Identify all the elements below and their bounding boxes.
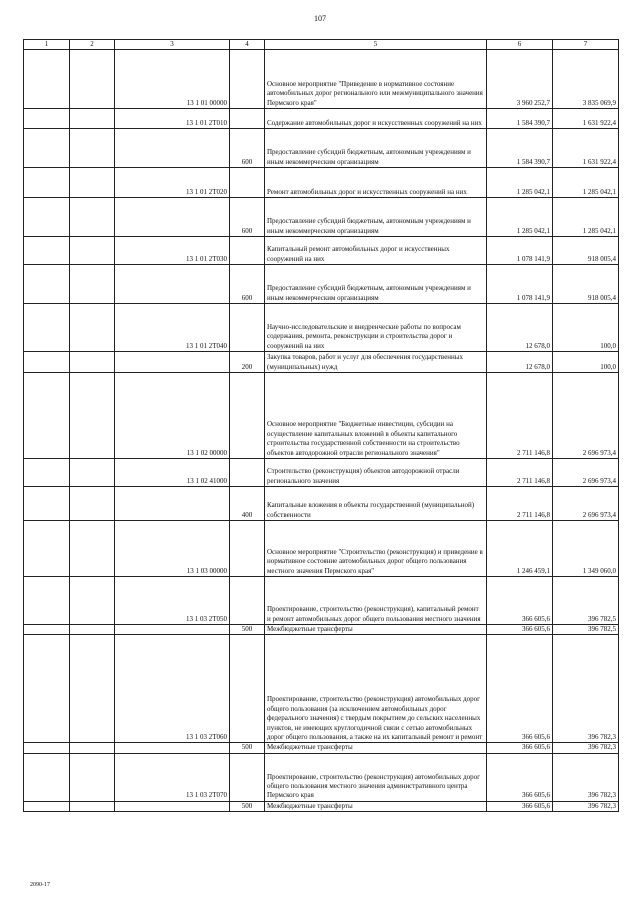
item-name-cell: Ремонт автомобильных дорог и искусственных сооружений на них: [265, 168, 487, 198]
amount-year1-cell: 2 711 146,8: [487, 459, 553, 487]
amount-year2-cell: 396 782,3: [553, 635, 619, 743]
page-number: 107: [314, 14, 326, 23]
table-row: [24, 265, 619, 304]
table-row: [24, 487, 619, 521]
amount-year1-cell: 3 960 252,7: [487, 50, 553, 109]
amount-year1-cell: 1 285 042,1: [487, 168, 553, 198]
item-name-cell: Основное мероприятие "Бюджетные инвестиции, субсидии на осуществление капитальных вложений в объекты капитального строительства государственной собственности на строительство объектов автодорожной отрасли регионального значения": [265, 373, 487, 459]
table-row: [24, 635, 619, 743]
column-2-cell: [70, 352, 115, 373]
amount-year2-cell: 396 782,5: [553, 625, 619, 635]
table-row: [24, 625, 619, 635]
expense-type-cell: 600: [230, 129, 265, 168]
table-row: [24, 373, 619, 459]
expense-type-cell: [230, 635, 265, 743]
item-name-cell: Предоставление субсидий бюджетным, автономным учреждениям и иным некоммерческим организациям: [265, 129, 487, 168]
expense-type-cell: [230, 237, 265, 265]
column-2-cell: [70, 168, 115, 198]
expense-type-cell: 200: [230, 352, 265, 373]
column-2-cell: [70, 743, 115, 753]
table-row: [24, 50, 619, 109]
column-1-cell: [24, 304, 70, 352]
item-name-cell: Капитальные вложения в объекты государственной (муниципальной) собственности: [265, 487, 487, 521]
item-name-cell: Проектирование, строительство (реконструкция) автомобильных дорог общего пользования местного значения административного центра Пермского края: [265, 753, 487, 801]
target-code-cell: [115, 801, 230, 811]
target-code-cell: 13 1 03 2Т060: [115, 635, 230, 743]
table-row: [24, 198, 619, 237]
item-name-cell: Межбюджетные трансферты: [265, 801, 487, 811]
item-name-cell: Содержание автомобильных дорог и искусственных сооружений на них: [265, 109, 487, 129]
column-1-cell: [24, 743, 70, 753]
column-2-cell: [70, 198, 115, 237]
target-code-cell: [115, 743, 230, 753]
table-body: [24, 40, 619, 812]
item-name-cell: Межбюджетные трансферты: [265, 743, 487, 753]
header-cell-7: 7: [553, 40, 619, 50]
amount-year2-cell: 100,0: [553, 352, 619, 373]
column-1-cell: [24, 459, 70, 487]
amount-year1-cell: 366 605,6: [487, 625, 553, 635]
item-name-cell: Основное мероприятие "Строительство (реконструкция) и приведение в нормативное состояние автомобильных дорог общего пользования местного значения Пермского края": [265, 521, 487, 577]
header-cell-1: 1: [24, 40, 70, 50]
table-row: [24, 743, 619, 753]
column-2-cell: [70, 129, 115, 168]
amount-year2-cell: 1 285 042,1: [553, 168, 619, 198]
item-name-cell: Проектирование, строительство (реконструкция) автомобильных дорог общего пользования (за исключением автомобильных дорог федерального значения) с твердым покрытием до сельских населенных пунктов, не имеющих круглогодичной связи с сетью автомобильных дорог общего пользования, а также на их капитальный ремонт и ремонт: [265, 635, 487, 743]
amount-year2-cell: 396 782,3: [553, 743, 619, 753]
item-name-cell: Строительство (реконструкция) объектов автодорожной отрасли регионального значения: [265, 459, 487, 487]
target-code-cell: [115, 265, 230, 304]
header-cell-3: 3: [115, 40, 230, 50]
amount-year1-cell: 1 246 459,1: [487, 521, 553, 577]
amount-year2-cell: 3 835 069,9: [553, 50, 619, 109]
expense-type-cell: 500: [230, 801, 265, 811]
amount-year1-cell: 366 605,6: [487, 801, 553, 811]
target-code-cell: [115, 625, 230, 635]
amount-year1-cell: 12 678,0: [487, 304, 553, 352]
item-name-cell: Закупка товаров, работ и услуг для обеспечения государственных (муниципальных) нужд: [265, 352, 487, 373]
item-name-cell: Проектирование, строительство (реконструкция), капитальный ремонт и ремонт автомобильных дорог общего пользования местного значения: [265, 577, 487, 625]
amount-year1-cell: 1 584 390,7: [487, 109, 553, 129]
target-code-cell: [115, 198, 230, 237]
column-2-cell: [70, 304, 115, 352]
column-2-cell: [70, 753, 115, 801]
target-code-cell: 13 1 01 00000: [115, 50, 230, 109]
column-1-cell: [24, 521, 70, 577]
amount-year2-cell: 918 005,4: [553, 237, 619, 265]
expense-type-cell: 600: [230, 198, 265, 237]
table-row: [24, 801, 619, 811]
table-row: [24, 129, 619, 168]
expense-type-cell: 400: [230, 487, 265, 521]
target-code-cell: [115, 129, 230, 168]
item-name-cell: Межбюджетные трансферты: [265, 625, 487, 635]
item-name-cell: Предоставление субсидий бюджетным, автономным учреждениям и иным некоммерческим организациям: [265, 198, 487, 237]
amount-year1-cell: 366 605,6: [487, 577, 553, 625]
target-code-cell: 13 1 03 2Т050: [115, 577, 230, 625]
expense-type-cell: [230, 459, 265, 487]
budget-table: [23, 39, 619, 812]
column-1-cell: [24, 198, 70, 237]
column-1-cell: [24, 373, 70, 459]
target-code-cell: 13 1 02 00000: [115, 373, 230, 459]
amount-year2-cell: 1 349 060,0: [553, 521, 619, 577]
amount-year2-cell: 2 696 973,4: [553, 373, 619, 459]
table-row: [24, 352, 619, 373]
target-code-cell: 13 1 02 41000: [115, 459, 230, 487]
amount-year1-cell: 366 605,6: [487, 753, 553, 801]
column-1-cell: [24, 577, 70, 625]
target-code-cell: 13 1 03 00000: [115, 521, 230, 577]
target-code-cell: [115, 352, 230, 373]
table-row: [24, 459, 619, 487]
table-row: [24, 753, 619, 801]
column-1-cell: [24, 50, 70, 109]
column-1-cell: [24, 265, 70, 304]
expense-type-cell: 500: [230, 743, 265, 753]
target-code-cell: 13 1 01 2Т010: [115, 109, 230, 129]
amount-year2-cell: 396 782,3: [553, 801, 619, 811]
column-2-cell: [70, 109, 115, 129]
expense-type-cell: [230, 109, 265, 129]
table-row: [24, 237, 619, 265]
target-code-cell: 13 1 01 2Т020: [115, 168, 230, 198]
amount-year2-cell: 918 005,4: [553, 265, 619, 304]
expense-type-cell: 600: [230, 265, 265, 304]
target-code-cell: 13 1 03 2Т070: [115, 753, 230, 801]
column-1-cell: [24, 168, 70, 198]
column-2-cell: [70, 625, 115, 635]
amount-year2-cell: 2 696 973,4: [553, 487, 619, 521]
table-row: [24, 109, 619, 129]
expense-type-cell: [230, 373, 265, 459]
header-cell-6: 6: [487, 40, 553, 50]
column-2-cell: [70, 487, 115, 521]
column-1-cell: [24, 801, 70, 811]
expense-type-cell: [230, 521, 265, 577]
expense-type-cell: 500: [230, 625, 265, 635]
column-2-cell: [70, 521, 115, 577]
expense-type-cell: [230, 50, 265, 109]
column-1-cell: [24, 487, 70, 521]
table-row: [24, 521, 619, 577]
expense-type-cell: [230, 168, 265, 198]
amount-year1-cell: 366 605,6: [487, 635, 553, 743]
expense-type-cell: [230, 577, 265, 625]
item-name-cell: Капитальный ремонт автомобильных дорог и искусственных сооружений на них: [265, 237, 487, 265]
item-name-cell: Предоставление субсидий бюджетным, автономным учреждениям и иным некоммерческим организациям: [265, 265, 487, 304]
amount-year2-cell: 1 631 922,4: [553, 109, 619, 129]
footer-code: 2090-17: [30, 882, 50, 888]
amount-year2-cell: 100,0: [553, 304, 619, 352]
amount-year2-cell: 1 285 042,1: [553, 198, 619, 237]
item-name-cell: Основное мероприятие "Приведение в нормативное состояние автомобильных дорог регионального или межмуниципального значения Пермского края": [265, 50, 487, 109]
amount-year1-cell: 12 678,0: [487, 352, 553, 373]
table-row: [24, 168, 619, 198]
column-2-cell: [70, 50, 115, 109]
column-2-cell: [70, 801, 115, 811]
column-1-cell: [24, 109, 70, 129]
table-row: [24, 304, 619, 352]
column-1-cell: [24, 753, 70, 801]
amount-year2-cell: 396 782,5: [553, 577, 619, 625]
column-1-cell: [24, 625, 70, 635]
amount-year2-cell: 2 696 973,4: [553, 459, 619, 487]
expense-type-cell: [230, 304, 265, 352]
expense-type-cell: [230, 753, 265, 801]
column-1-cell: [24, 352, 70, 373]
column-1-cell: [24, 129, 70, 168]
column-2-cell: [70, 635, 115, 743]
target-code-cell: [115, 487, 230, 521]
item-name-cell: Научно-исследовательские и внедренческие работы по вопросам содержания, ремонта, реконструкции и строительства дорог и сооружений на них: [265, 304, 487, 352]
header-cell-2: 2: [70, 40, 115, 50]
column-1-cell: [24, 635, 70, 743]
header-row: [24, 40, 619, 50]
amount-year1-cell: 1 584 390,7: [487, 129, 553, 168]
amount-year1-cell: 2 711 146,8: [487, 373, 553, 459]
amount-year2-cell: 396 782,3: [553, 753, 619, 801]
amount-year1-cell: 1 078 141,9: [487, 265, 553, 304]
column-2-cell: [70, 577, 115, 625]
header-cell-4: 4: [230, 40, 265, 50]
amount-year1-cell: 366 605,6: [487, 743, 553, 753]
column-2-cell: [70, 373, 115, 459]
header-cell-5: 5: [265, 40, 487, 50]
column-1-cell: [24, 237, 70, 265]
column-2-cell: [70, 237, 115, 265]
target-code-cell: 13 1 01 2Т030: [115, 237, 230, 265]
target-code-cell: 13 1 01 2Т040: [115, 304, 230, 352]
amount-year1-cell: 1 285 042,1: [487, 198, 553, 237]
column-2-cell: [70, 459, 115, 487]
column-2-cell: [70, 265, 115, 304]
table-row: [24, 577, 619, 625]
amount-year1-cell: 2 711 146,8: [487, 487, 553, 521]
amount-year1-cell: 1 078 141,9: [487, 237, 553, 265]
amount-year2-cell: 1 631 922,4: [553, 129, 619, 168]
